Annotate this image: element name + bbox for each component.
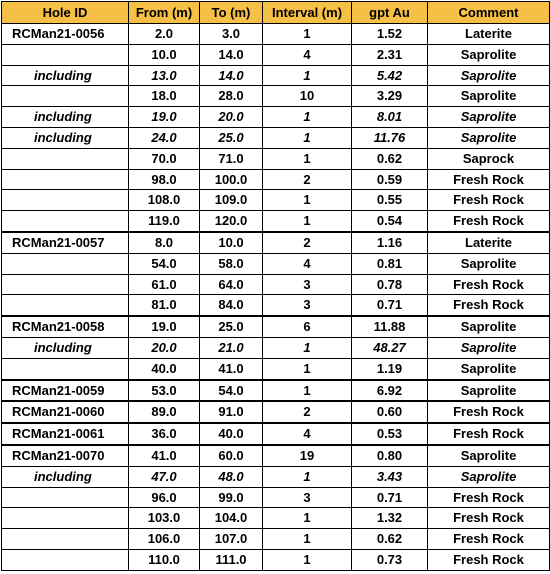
to-cell: 14.0: [200, 65, 263, 86]
comment-cell: Fresh Rock: [428, 549, 550, 570]
table-row: [2, 24, 550, 45]
gpt-au-cell: 1.19: [352, 358, 428, 379]
from-cell: 10.0: [129, 44, 200, 65]
table-row: [2, 127, 550, 148]
comment-cell: Saprolite: [428, 316, 550, 337]
hole-id-cell: [2, 274, 129, 295]
hole-id-cell: [2, 358, 129, 379]
from-cell: 8.0: [129, 232, 200, 253]
gpt-au-cell: 5.42: [352, 65, 428, 86]
comment-cell: Laterite: [428, 24, 550, 45]
from-cell: 119.0: [129, 211, 200, 232]
from-cell: 106.0: [129, 529, 200, 550]
comment-cell: Laterite: [428, 232, 550, 253]
to-cell: 111.0: [200, 549, 263, 570]
hole-id-cell: [2, 253, 129, 274]
table-row: [2, 401, 550, 423]
header-comment: Comment: [428, 2, 550, 24]
comment-cell: Fresh Rock: [428, 529, 550, 550]
interval-cell: 1: [263, 529, 352, 550]
to-cell: 71.0: [200, 148, 263, 169]
header-gpt-au: gpt Au: [352, 2, 428, 24]
comment-cell: Fresh Rock: [428, 211, 550, 232]
comment-cell: Saprolite: [428, 127, 550, 148]
from-cell: 19.0: [129, 316, 200, 337]
interval-cell: 2: [263, 401, 352, 423]
table-row: [2, 295, 550, 316]
gpt-au-cell: 8.01: [352, 107, 428, 128]
comment-cell: Saprolite: [428, 380, 550, 402]
interval-cell: 3: [263, 274, 352, 295]
hole-id-cell: [2, 487, 129, 508]
table-row: [2, 508, 550, 529]
to-cell: 104.0: [200, 508, 263, 529]
from-cell: 61.0: [129, 274, 200, 295]
hole-id-cell: [2, 169, 129, 190]
from-cell: 53.0: [129, 380, 200, 402]
from-cell: 103.0: [129, 508, 200, 529]
to-cell: 3.0: [200, 24, 263, 45]
to-cell: 99.0: [200, 487, 263, 508]
interval-cell: 1: [263, 148, 352, 169]
table-row: [2, 380, 550, 402]
interval-cell: 6: [263, 316, 352, 337]
gpt-au-cell: 0.53: [352, 423, 428, 445]
table-row: [2, 487, 550, 508]
to-cell: 109.0: [200, 190, 263, 211]
comment-cell: Saprolite: [428, 253, 550, 274]
gpt-au-cell: 0.62: [352, 148, 428, 169]
hole-id-cell: RCMan21-0057: [2, 232, 129, 253]
gpt-au-cell: 0.55: [352, 190, 428, 211]
interval-cell: 1: [263, 466, 352, 487]
comment-cell: Fresh Rock: [428, 274, 550, 295]
to-cell: 91.0: [200, 401, 263, 423]
table-row: [2, 549, 550, 570]
comment-cell: Fresh Rock: [428, 508, 550, 529]
comment-cell: Fresh Rock: [428, 487, 550, 508]
interval-cell: 3: [263, 295, 352, 316]
from-cell: 19.0: [129, 107, 200, 128]
from-cell: 40.0: [129, 358, 200, 379]
to-cell: 48.0: [200, 466, 263, 487]
interval-cell: 1: [263, 107, 352, 128]
from-cell: 110.0: [129, 549, 200, 570]
hole-id-cell: [2, 190, 129, 211]
comment-cell: Saprolite: [428, 44, 550, 65]
gpt-au-cell: 48.27: [352, 337, 428, 358]
hole-id-cell: including: [2, 127, 129, 148]
from-cell: 36.0: [129, 423, 200, 445]
table-row: [2, 253, 550, 274]
interval-cell: 10: [263, 86, 352, 107]
gpt-au-cell: 1.32: [352, 508, 428, 529]
from-cell: 98.0: [129, 169, 200, 190]
gpt-au-cell: 0.73: [352, 549, 428, 570]
to-cell: 28.0: [200, 86, 263, 107]
to-cell: 41.0: [200, 358, 263, 379]
to-cell: 10.0: [200, 232, 263, 253]
interval-cell: 1: [263, 127, 352, 148]
hole-id-cell: RCMan21-0061: [2, 423, 129, 445]
hole-id-cell: [2, 529, 129, 550]
interval-cell: 4: [263, 44, 352, 65]
interval-cell: 1: [263, 380, 352, 402]
to-cell: 64.0: [200, 274, 263, 295]
from-cell: 81.0: [129, 295, 200, 316]
table-row: [2, 169, 550, 190]
table-row: [2, 274, 550, 295]
from-cell: 108.0: [129, 190, 200, 211]
gpt-au-cell: 3.43: [352, 466, 428, 487]
from-cell: 96.0: [129, 487, 200, 508]
to-cell: 14.0: [200, 44, 263, 65]
from-cell: 2.0: [129, 24, 200, 45]
interval-cell: 2: [263, 232, 352, 253]
gpt-au-cell: 0.71: [352, 295, 428, 316]
table-row: [2, 65, 550, 86]
gpt-au-cell: 0.54: [352, 211, 428, 232]
to-cell: 21.0: [200, 337, 263, 358]
from-cell: 41.0: [129, 445, 200, 466]
comment-cell: Saprolite: [428, 466, 550, 487]
hole-id-cell: including: [2, 337, 129, 358]
table-row: [2, 190, 550, 211]
comment-cell: Saprolite: [428, 358, 550, 379]
hole-id-cell: including: [2, 466, 129, 487]
interval-cell: 1: [263, 337, 352, 358]
hole-id-cell: [2, 295, 129, 316]
to-cell: 60.0: [200, 445, 263, 466]
to-cell: 107.0: [200, 529, 263, 550]
hole-id-cell: [2, 86, 129, 107]
from-cell: 13.0: [129, 65, 200, 86]
to-cell: 84.0: [200, 295, 263, 316]
table-row: [2, 316, 550, 337]
interval-cell: 1: [263, 211, 352, 232]
drill-results-table: [1, 1, 550, 571]
gpt-au-cell: 11.88: [352, 316, 428, 337]
comment-cell: Saprolite: [428, 86, 550, 107]
hole-id-cell: [2, 148, 129, 169]
hole-id-cell: RCMan21-0056: [2, 24, 129, 45]
table-row: [2, 337, 550, 358]
table-row: [2, 107, 550, 128]
gpt-au-cell: 0.62: [352, 529, 428, 550]
gpt-au-cell: 6.92: [352, 380, 428, 402]
interval-cell: 1: [263, 24, 352, 45]
table-row: [2, 445, 550, 466]
interval-cell: 4: [263, 423, 352, 445]
interval-cell: 19: [263, 445, 352, 466]
interval-cell: 1: [263, 508, 352, 529]
comment-cell: Fresh Rock: [428, 401, 550, 423]
to-cell: 58.0: [200, 253, 263, 274]
comment-cell: Saprolite: [428, 337, 550, 358]
gpt-au-cell: 0.81: [352, 253, 428, 274]
to-cell: 25.0: [200, 316, 263, 337]
hole-id-cell: [2, 211, 129, 232]
gpt-au-cell: 0.71: [352, 487, 428, 508]
interval-cell: 3: [263, 487, 352, 508]
interval-cell: 1: [263, 358, 352, 379]
interval-cell: 1: [263, 65, 352, 86]
from-cell: 89.0: [129, 401, 200, 423]
to-cell: 100.0: [200, 169, 263, 190]
hole-id-cell: [2, 549, 129, 570]
gpt-au-cell: 0.78: [352, 274, 428, 295]
gpt-au-cell: 11.76: [352, 127, 428, 148]
interval-cell: 2: [263, 169, 352, 190]
from-cell: 70.0: [129, 148, 200, 169]
table-row: [2, 86, 550, 107]
hole-id-cell: RCMan21-0058: [2, 316, 129, 337]
table-row: [2, 423, 550, 445]
comment-cell: Saprock: [428, 148, 550, 169]
hole-id-cell: RCMan21-0060: [2, 401, 129, 423]
from-cell: 20.0: [129, 337, 200, 358]
hole-id-cell: RCMan21-0059: [2, 380, 129, 402]
table-row: [2, 466, 550, 487]
comment-cell: Saprolite: [428, 445, 550, 466]
gpt-au-cell: 2.31: [352, 44, 428, 65]
table-row: [2, 529, 550, 550]
header-interval: Interval (m): [263, 2, 352, 24]
to-cell: 25.0: [200, 127, 263, 148]
table-header-row: [2, 2, 550, 24]
comment-cell: Fresh Rock: [428, 169, 550, 190]
to-cell: 54.0: [200, 380, 263, 402]
from-cell: 18.0: [129, 86, 200, 107]
table-row: [2, 211, 550, 232]
table-row: [2, 358, 550, 379]
to-cell: 40.0: [200, 423, 263, 445]
hole-id-cell: including: [2, 107, 129, 128]
gpt-au-cell: 0.60: [352, 401, 428, 423]
hole-id-cell: including: [2, 65, 129, 86]
interval-cell: 4: [263, 253, 352, 274]
hole-id-cell: [2, 44, 129, 65]
from-cell: 24.0: [129, 127, 200, 148]
comment-cell: Saprolite: [428, 107, 550, 128]
comment-cell: Saprolite: [428, 65, 550, 86]
header-from: From (m): [129, 2, 200, 24]
from-cell: 47.0: [129, 466, 200, 487]
comment-cell: Fresh Rock: [428, 190, 550, 211]
hole-id-cell: RCMan21-0070: [2, 445, 129, 466]
table-row: [2, 148, 550, 169]
gpt-au-cell: 3.29: [352, 86, 428, 107]
gpt-au-cell: 1.16: [352, 232, 428, 253]
interval-cell: 1: [263, 190, 352, 211]
hole-id-cell: [2, 508, 129, 529]
comment-cell: Fresh Rock: [428, 295, 550, 316]
gpt-au-cell: 1.52: [352, 24, 428, 45]
header-to: To (m): [200, 2, 263, 24]
to-cell: 120.0: [200, 211, 263, 232]
gpt-au-cell: 0.80: [352, 445, 428, 466]
to-cell: 20.0: [200, 107, 263, 128]
table-row: [2, 232, 550, 253]
header-hole-id: Hole ID: [2, 2, 129, 24]
interval-cell: 1: [263, 549, 352, 570]
table-body: [2, 24, 550, 571]
gpt-au-cell: 0.59: [352, 169, 428, 190]
from-cell: 54.0: [129, 253, 200, 274]
comment-cell: Fresh Rock: [428, 423, 550, 445]
table-row: [2, 44, 550, 65]
